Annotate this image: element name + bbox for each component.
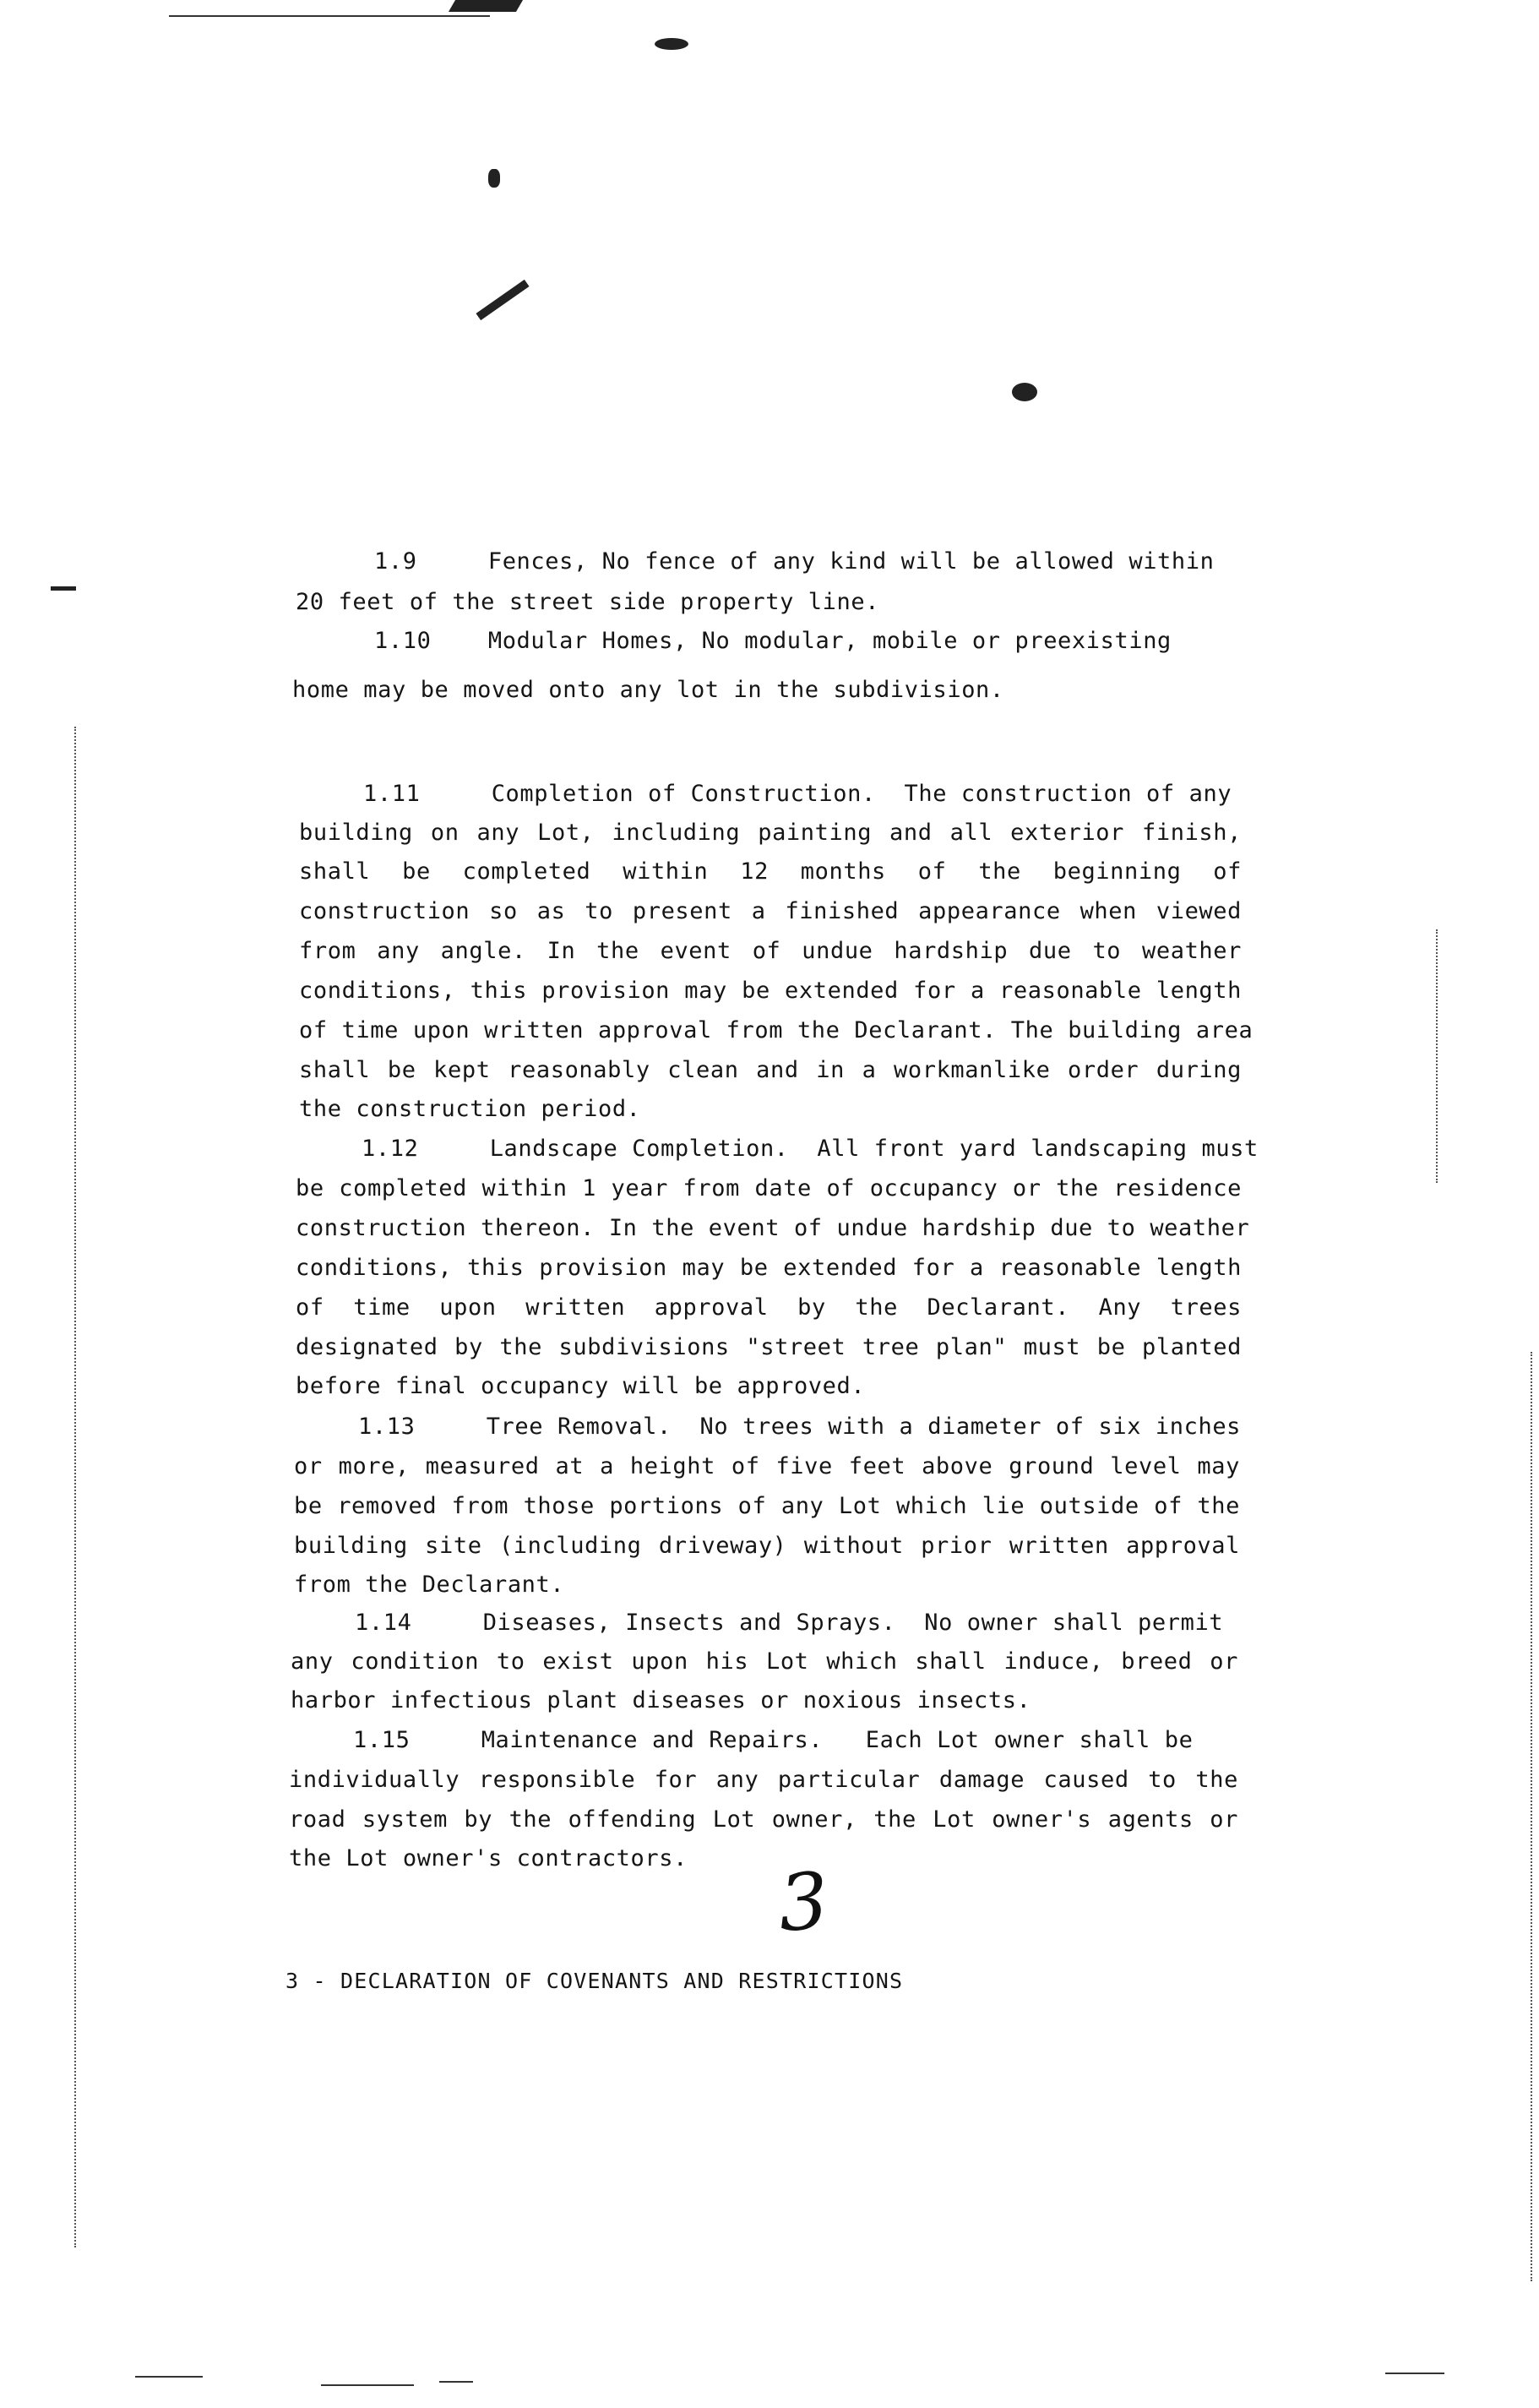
scan-mark-bottom-1 xyxy=(135,2376,203,2378)
section-1-12-line-6: designated by the subdivisions "street tree plan" must be planted xyxy=(296,1334,1242,1360)
scan-mark-top-blob xyxy=(449,0,523,12)
handwritten-page-number: 3 xyxy=(775,1855,832,1949)
section-1-12-line-4: conditions, this provision may be extended for a reasonable length xyxy=(296,1255,1242,1281)
section-1-13-line-1: 1.13 Tree Removal. No trees with a diameter of six inches xyxy=(358,1414,1242,1440)
section-1-12-line-5: of time upon written approval by the Declarant. Any trees xyxy=(296,1294,1242,1321)
scan-mark-right-margin xyxy=(1436,929,1438,1183)
section-1-9-line-1: 1.9 Fences, No fence of any kind will be allowed within xyxy=(374,548,1215,575)
section-1-12-line-1: 1.12 Landscape Completion. All front yard landscaping must xyxy=(362,1136,1259,1162)
section-1-9-line-2: 20 feet of the street side property line. xyxy=(296,589,880,615)
section-1-11-line-8: shall be kept reasonably clean and in a workmanlike order during xyxy=(299,1057,1242,1083)
scan-mark-left-margin xyxy=(74,727,76,2247)
section-1-10-line-1: 1.10 Modular Homes, No modular, mobile or preexisting xyxy=(374,628,1172,654)
section-1-11-line-3: shall be completed within 12 months of the beginning of xyxy=(299,858,1242,885)
section-1-12-line-7: before final occupancy will be approved. xyxy=(296,1373,866,1399)
section-1-13-line-4: building site (including driveway) without prior written approval xyxy=(294,1533,1240,1559)
scan-mark-blot-2 xyxy=(488,169,500,188)
section-1-13-line-5: from the Declarant. xyxy=(294,1572,565,1598)
section-1-11-line-1: 1.11 Completion of Construction. The construction of any xyxy=(363,781,1232,807)
scan-mark-stroke xyxy=(476,280,529,320)
section-1-15-line-2: individually responsible for any particular damage caused to the xyxy=(289,1767,1238,1793)
section-1-14-line-3: harbor infectious plant diseases or noxious insects. xyxy=(291,1687,1031,1713)
section-1-14-line-1: 1.14 Diseases, Insects and Sprays. No owner shall permit xyxy=(355,1610,1224,1636)
section-1-11-line-9: the construction period. xyxy=(299,1096,641,1122)
section-1-14-line-2: any condition to exist upon his Lot which shall induce, breed or xyxy=(291,1648,1238,1675)
section-1-11-line-4: construction so as to present a finished appearance when viewed xyxy=(299,898,1242,924)
scan-mark-left-dash xyxy=(51,586,76,591)
section-1-11-line-7: of time upon written approval from the Declarant. The building area xyxy=(299,1017,1253,1043)
section-1-15-line-1: 1.15 Maintenance and Repairs. Each Lot owner shall be xyxy=(353,1727,1194,1753)
scan-mark-blot-1 xyxy=(655,38,688,50)
section-1-13-line-2: or more, measured at a height of five feet above ground level may xyxy=(294,1453,1240,1479)
section-1-11-line-5: from any angle. In the event of undue hardship due to weather xyxy=(299,938,1242,964)
scan-mark-bottom-4 xyxy=(1385,2373,1444,2374)
scan-mark-blot-3 xyxy=(1012,383,1037,401)
scan-mark-bottom-2 xyxy=(321,2384,414,2386)
page-footer: 3 - DECLARATION OF COVENANTS AND RESTRICTIONS xyxy=(286,1969,904,1993)
section-1-12-line-2: be completed within 1 year from date of occupancy or the residence xyxy=(296,1175,1242,1201)
scan-mark-right-edge xyxy=(1531,1352,1532,2281)
section-1-12-line-3: construction thereon. In the event of undue hardship due to weather xyxy=(296,1215,1250,1241)
section-1-11-line-6: conditions, this provision may be extended for a reasonable length xyxy=(299,978,1242,1004)
scan-mark-top-line xyxy=(169,15,490,17)
section-1-10-line-2: home may be moved onto any lot in the subdivision. xyxy=(292,677,1004,703)
section-1-15-line-4: the Lot owner's contractors. xyxy=(289,1845,688,1871)
section-1-11-line-2: building on any Lot, including painting and all exterior finish, xyxy=(299,820,1242,846)
scan-mark-bottom-3 xyxy=(439,2381,473,2383)
section-1-13-line-3: be removed from those portions of any Lot which lie outside of the xyxy=(294,1493,1240,1519)
section-1-15-line-3: road system by the offending Lot owner, the Lot owner's agents or xyxy=(289,1806,1238,1833)
